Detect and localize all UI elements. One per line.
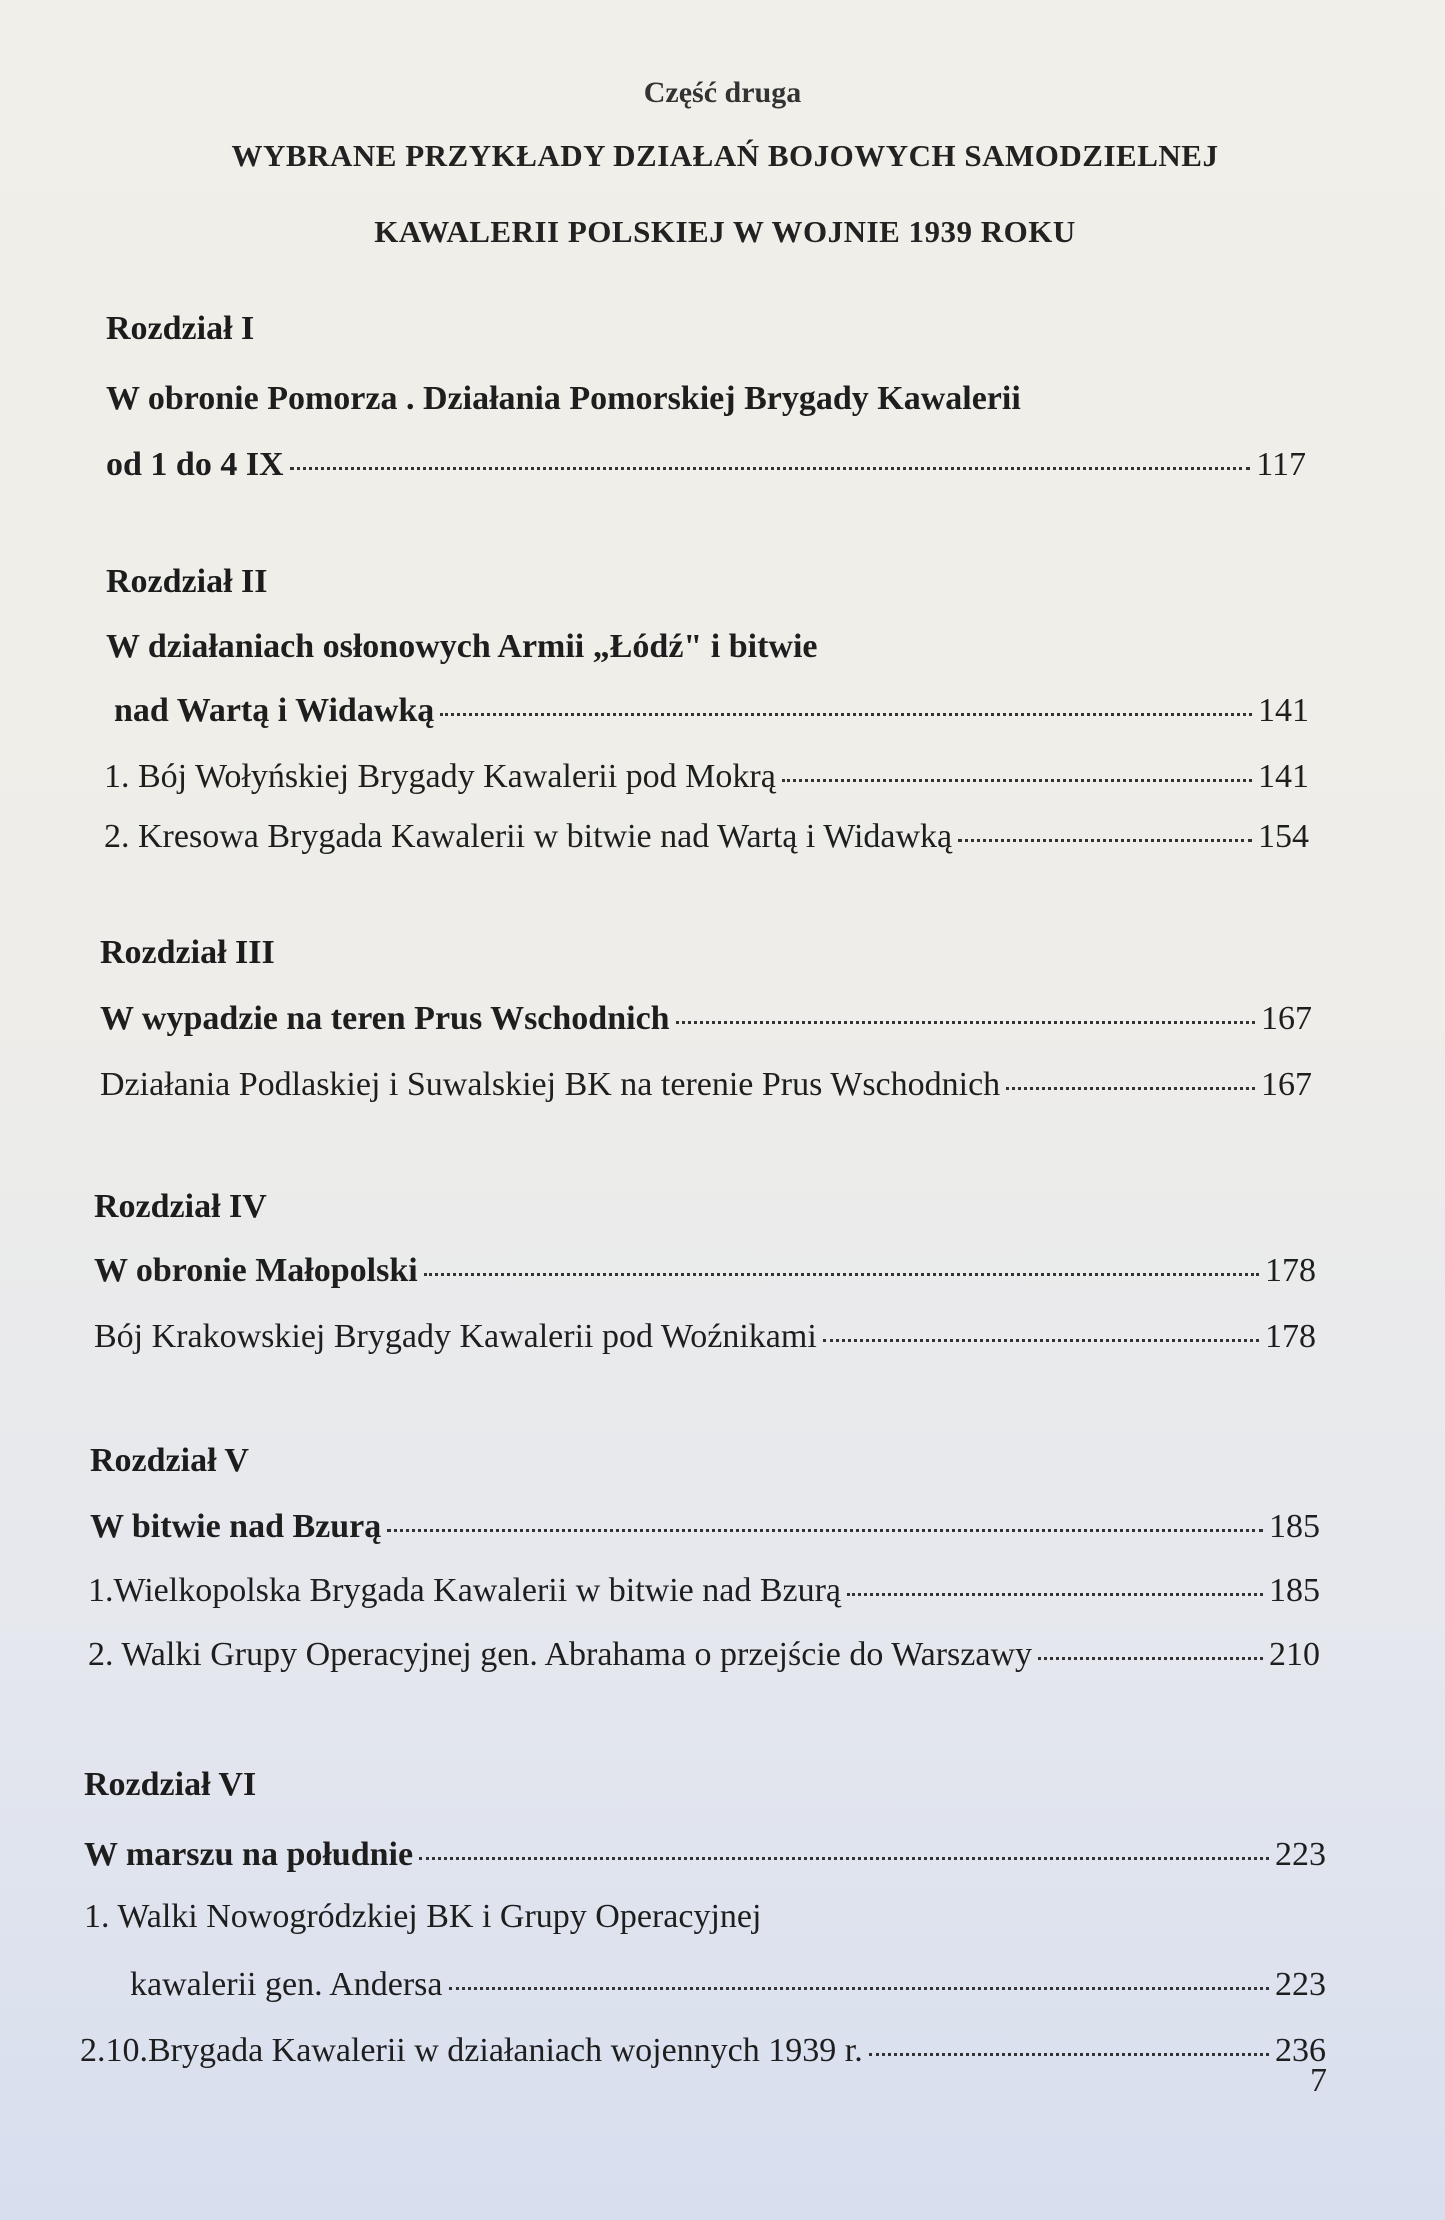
dot-leader <box>823 1337 1259 1342</box>
toc-item-title: 1.Wielkopolska Brygada Kawalerii w bitwie nad Bzurą <box>88 1572 842 1609</box>
dot-leader <box>676 1019 1255 1024</box>
chapter-6-heading-entry <box>84 1836 1326 1874</box>
toc-item-title: Bój Krakowskiej Brygady Kawalerii pod Woźnikami <box>94 1318 817 1355</box>
toc-item-page: 154 <box>1258 818 1309 855</box>
toc-item-page: 223 <box>1275 1966 1326 2003</box>
chapter-5-item-2 <box>88 1636 1320 1674</box>
toc-item-title: Działania Podlaskiej i Suwalskiej BK na terenie Prus Wschodnich <box>100 1066 1001 1103</box>
dot-leader <box>419 1855 1269 1860</box>
chapter-1-page: 117 <box>1256 446 1306 483</box>
dot-leader <box>782 777 1252 782</box>
chapter-6-heading: W marszu na południe <box>84 1836 414 1873</box>
main-title <box>110 118 1340 270</box>
chapter-3-heading: W wypadzie na teren Prus Wschodnich <box>100 1000 670 1037</box>
chapter-3-item-1 <box>100 1066 1312 1104</box>
toc-item-title: 1. Bój Wołyńskiej Brygady Kawalerii pod Mokrą <box>104 758 776 795</box>
chapter-3-page: 167 <box>1261 1000 1312 1037</box>
dot-leader <box>869 2051 1269 2056</box>
dot-leader <box>290 465 1251 470</box>
chapter-5-heading-entry <box>90 1508 1320 1546</box>
part-title: Część druga <box>643 76 802 109</box>
dot-leader <box>847 1591 1263 1596</box>
chapter-4-page: 178 <box>1265 1252 1316 1289</box>
chapter-2-heading-entry <box>114 692 1309 730</box>
main-title-line-2: KAWALERII POLSKIEJ W WOJNIE 1939 ROKU <box>374 214 1076 249</box>
page-number: 7 <box>1310 2062 1327 2099</box>
chapter-2-heading-line-2: nad Wartą i Widawką <box>114 692 435 729</box>
dot-leader <box>1038 1655 1263 1660</box>
toc-item-title: 2.10.Brygada Kawalerii w działaniach wojennych 1939 r. <box>80 2032 863 2069</box>
chapter-2-item-1 <box>104 758 1309 796</box>
chapter-6-item-1 <box>130 1966 1326 2004</box>
chapter-1-heading-line-2: od 1 do 4 IX <box>106 446 284 483</box>
toc-item-title: 2. Walki Grupy Operacyjnej gen. Abrahama o przejście do Warszawy <box>88 1636 1032 1673</box>
chapter-3-label: Rozdział III <box>100 934 275 971</box>
dot-leader <box>387 1527 1263 1532</box>
chapter-5-page: 185 <box>1269 1508 1320 1545</box>
chapter-1-heading-line-1: W obronie Pomorza . Działania Pomorskiej Brygady Kawalerii <box>106 380 1021 417</box>
toc-item-title: kawalerii gen. Andersa <box>130 1966 443 2003</box>
chapter-6-item-1-line-1: 1. Walki Nowogródzkiej BK i Grupy Operacyjnej <box>84 1898 762 1935</box>
chapter-4-label: Rozdział IV <box>94 1188 267 1225</box>
toc-item-page: 178 <box>1265 1318 1316 1355</box>
chapter-6-label: Rozdział VI <box>84 1766 257 1803</box>
chapter-3-heading-entry <box>100 1000 1312 1038</box>
toc-item-page: 141 <box>1258 758 1309 795</box>
chapter-6-page: 223 <box>1275 1836 1326 1873</box>
chapter-4-heading: W obronie Małopolski <box>94 1252 418 1289</box>
chapter-1-label: Rozdział I <box>106 310 255 347</box>
dot-leader <box>958 837 1252 842</box>
chapter-6-item-2 <box>80 2032 1326 2070</box>
main-title-line-1: WYBRANE PRZYKŁADY DZIAŁAŃ BOJOWYCH SAMODZIELNEJ <box>231 138 1219 173</box>
toc-item-page: 236 <box>1275 2032 1326 2069</box>
chapter-2-label: Rozdział II <box>106 563 268 600</box>
dot-leader <box>440 711 1252 716</box>
chapter-5-heading: W bitwie nad Bzurą <box>90 1508 382 1545</box>
chapter-2-item-2 <box>104 818 1309 856</box>
chapter-5-item-1 <box>88 1572 1320 1610</box>
chapter-4-heading-entry <box>94 1252 1316 1290</box>
toc-item-page: 167 <box>1261 1066 1312 1103</box>
toc-item-title: 2. Kresowa Brygada Kawalerii w bitwie nad Wartą i Widawką <box>104 818 953 855</box>
chapter-2-heading-line-1: W działaniach osłonowych Armii „Łódź" i bitwie <box>106 628 818 665</box>
toc-item-page: 185 <box>1269 1572 1320 1609</box>
dot-leader <box>1006 1085 1255 1090</box>
toc-item-page: 210 <box>1269 1636 1320 1673</box>
dot-leader <box>449 1985 1270 1990</box>
dot-leader <box>424 1271 1259 1276</box>
chapter-4-item-1 <box>94 1318 1316 1356</box>
chapter-2-page: 141 <box>1258 692 1309 729</box>
chapter-5-label: Rozdział V <box>90 1442 249 1479</box>
chapter-1-heading-entry <box>106 446 1306 484</box>
